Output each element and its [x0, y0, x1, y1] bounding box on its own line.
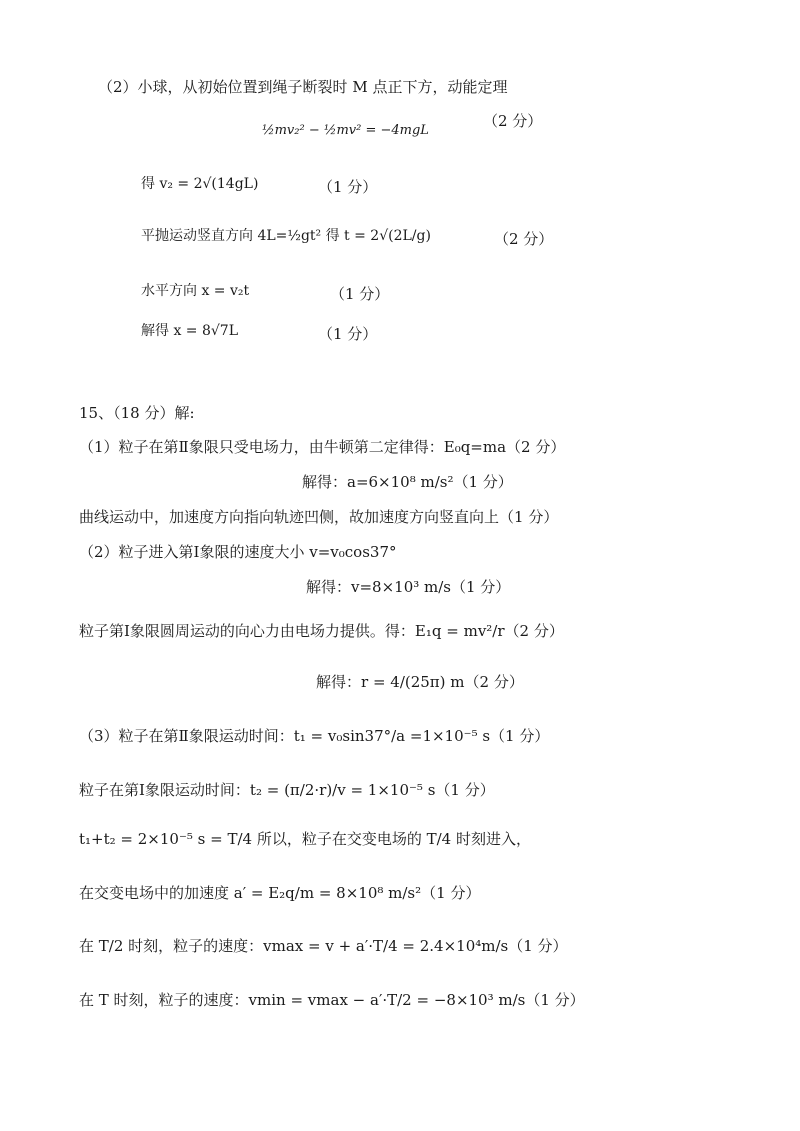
q15-line-5: 解得：v=8×10³ m/s（1 分）: [306, 578, 511, 596]
q15-line-10: t₁+t₂ = 2×10⁻⁵ s = T/4 所以，粒子在交变电场的 T/4 时刻进入，: [79, 830, 531, 848]
p1-line-2: 得 v₂ = 2√(14gL): [141, 176, 259, 192]
q15-line-8: （3）粒子在第Ⅱ象限运动时间：t₁ = v₀sin37°/a =1×10⁻⁵ s（1 分）: [79, 727, 550, 745]
q15-line-9: 粒子在第Ⅰ象限运动时间：t₂ = (π/2·r)/v = 1×10⁻⁵ s（1 分）: [79, 781, 495, 799]
q15-line-11: 在交变电场中的加速度 a′ = E₂q/m = 8×10⁸ m/s²（1 分）: [79, 884, 481, 902]
p1-line-1: （2）小球，从初始位置到绳子断裂时 M 点正下方，动能定理: [98, 78, 508, 96]
p1-line-4: 水平方向 x = v₂t: [141, 283, 250, 299]
p1-line-3: 平抛运动竖直方向 4L=½gt² 得 t = 2√(2L/g): [141, 228, 431, 244]
p1-points-3: （2 分）: [494, 230, 554, 248]
p1-points-5: （1 分）: [318, 325, 378, 343]
p1-points-1: （2 分）: [483, 112, 543, 130]
q15-line-13: 在 T 时刻，粒子的速度：vmin = vmax − a′·T/2 = −8×10³ m/s（1 分）: [79, 991, 585, 1009]
p1-equation-1: ½mv₂² − ½mv² = −4mgL: [262, 123, 429, 138]
q15-line-12: 在 T/2 时刻，粒子的速度：vmax = v + a′·T/4 = 2.4×10⁴m/s（1 分）: [79, 937, 568, 955]
q15-line-7: 解得：r = 4/(25π) m（2 分）: [316, 673, 524, 691]
p1-points-4: （1 分）: [330, 285, 390, 303]
q15-line-2: 解得：a=6×10⁸ m/s²（1 分）: [302, 473, 513, 491]
p1-line-5: 解得 x = 8√7L: [141, 323, 239, 339]
q15-line-1: （1）粒子在第Ⅱ象限只受电场力，由牛顿第二定律得：E₀q=ma（2 分）: [79, 438, 566, 456]
q15-line-4: （2）粒子进入第Ⅰ象限的速度大小 v=v₀cos37°: [79, 543, 397, 561]
q15-line-6: 粒子第Ⅰ象限圆周运动的向心力由电场力提供。得：E₁q = mv²/r（2 分）: [79, 622, 564, 640]
q15-line-3: 曲线运动中，加速度方向指向轨迹凹侧，故加速度方向竖直向上（1 分）: [79, 508, 559, 526]
p1-points-2: （1 分）: [318, 178, 378, 196]
q15-heading: 15、（18 分）解:: [79, 404, 195, 422]
